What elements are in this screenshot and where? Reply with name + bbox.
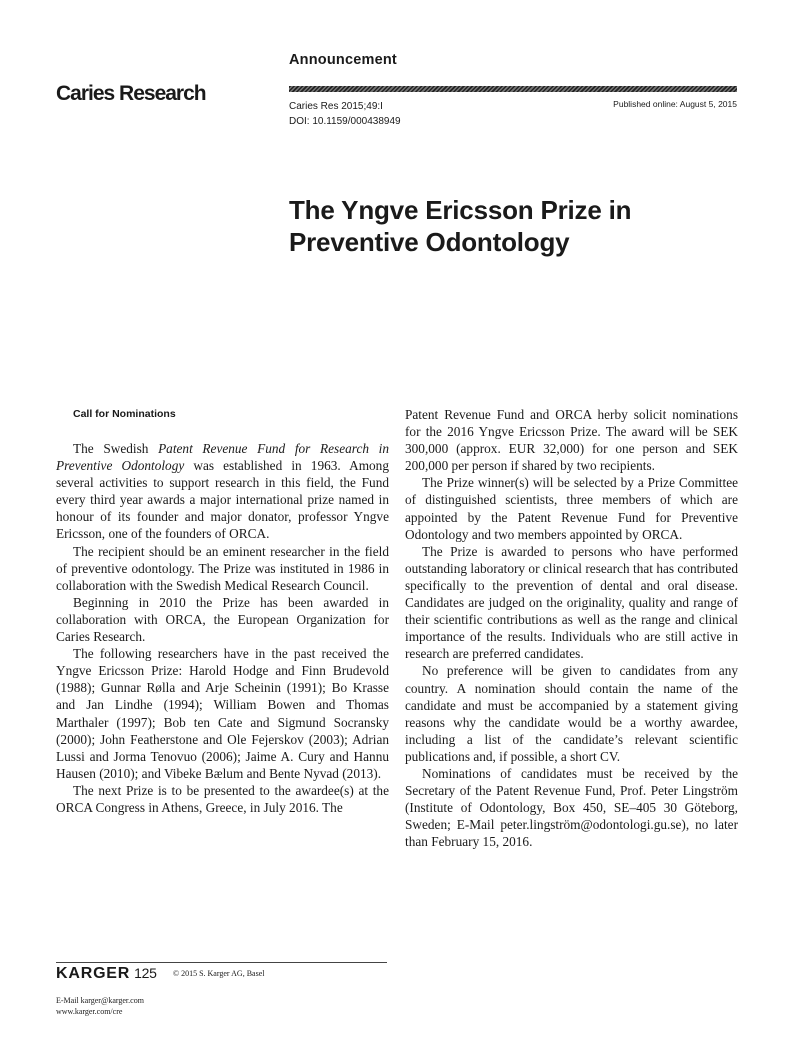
citation-block	[289, 99, 401, 129]
title-line-2: Preventive Odontology	[289, 227, 570, 257]
header-rule	[289, 86, 737, 92]
section-subheading: Call for Nominations	[73, 408, 176, 420]
anniversary-mark: 125	[134, 965, 157, 981]
section-label: Announcement	[289, 52, 397, 68]
paragraph: The Prize winner(s) will be selected by a Prize Committee of distinguished scientists, three members of which are appointed by the Patent Revenue Fund for Preventive Odontology and two members appointed by ORCA.	[405, 475, 738, 542]
paragraph: No preference will be given to candidates from any country. A nomination should contain the name of the candidate and must be accompanied by a statement giving reasons why the candidate would be a worthy awardee, including a list of the candidate’s relevant scientific publications and, if possible, a short CV.	[405, 663, 738, 764]
paragraph: The next Prize is to be presented to the awardee(s) at the ORCA Congress in Athens, Greece, in July 2016. The	[56, 782, 389, 815]
publication-date: Published online: August 5, 2015	[613, 99, 737, 109]
title-line-1: The Yngve Ericsson Prize in	[289, 195, 632, 225]
paragraph: The Swedish Patent Revenue Fund for Research in Preventive Odontology was established in 1963. Among several activities to support research in this field, the Fund every third year awards a major international prize named in honour of its founder and major donator, professor Yngve Ericsson, one of the founders of ORCA.	[56, 441, 390, 542]
fund-name: Patent Revenue Fund for Research in Preventive Odontology	[56, 441, 390, 474]
paragraph: The Prize is awarded to persons who have performed outstanding laboratory or clinical research that has contributed specifically to the prevention of dental and oral disease. Candidates are judged on the originality, quality and range of their scientific contributions as well as the range and clinical importance of the results. Individuals who are still active in research are preferred candidates.	[405, 543, 738, 662]
journal-citation: Caries Res 2015;49:I	[289, 101, 383, 112]
paragraph: The following researchers have in the past received the Yngve Ericsson Prize: Harold Hodge and Finn Brudevold (1988); Gunnar Rølla and Arje Scheinin (1991); Bo Krasse and Jan Lindhe (1994); William Bowen and Thomas Marthaler (1997); Bob ten Cate and Sigmund Socransky (2000); John Featherstone and Ole Fejerskov (2003); Adrian Lussi and Jorma Tenovuo (2006); Jaime A. Cury and Hannu Hausen (2010); and Vibeke Bælum and Bente Nyvad (2013).	[56, 646, 389, 781]
contact-info	[56, 995, 144, 1017]
paragraph: Patent Revenue Fund and ORCA herby solicit nominations for the 2016 Yngve Ericsson Prize. The award will be SEK 300,000 (approx. EUR 32,000) for one person and SEK 200,000 per person if shared by two recipients.	[405, 407, 738, 474]
paragraph: The recipient should be an eminent researcher in the field of preventive odontology. The Prize was instituted in 1986 in collaboration with the Swedish Medical Research Council.	[56, 543, 389, 593]
website-link[interactable]: www.karger.com/cre	[56, 1007, 123, 1016]
journal-logo: Caries Research	[56, 82, 206, 105]
doi: DOI: 10.1159/000438949	[289, 116, 401, 127]
contact-email[interactable]: E-Mail karger@karger.com	[56, 996, 144, 1005]
copyright: © 2015 S. Karger AG, Basel	[173, 969, 265, 978]
left-column	[56, 440, 389, 816]
paragraph: Beginning in 2010 the Prize has been awarded in collaboration with ORCA, the European Organization for Caries Research.	[56, 594, 389, 645]
footer-rule	[56, 962, 387, 963]
right-column	[405, 406, 738, 850]
article-title	[289, 194, 749, 258]
publisher-logo: KARGER 125	[56, 965, 157, 982]
paragraph: Nominations of candidates must be received by the Secretary of the Patent Revenue Fund, Prof. Peter Lingström (Institute of Odontology, Box 450, SE–405 30 Göteborg, Sweden; E-Mail peter.lingström@odontologi.gu.se), no later than February 15, 2016.	[405, 765, 738, 850]
